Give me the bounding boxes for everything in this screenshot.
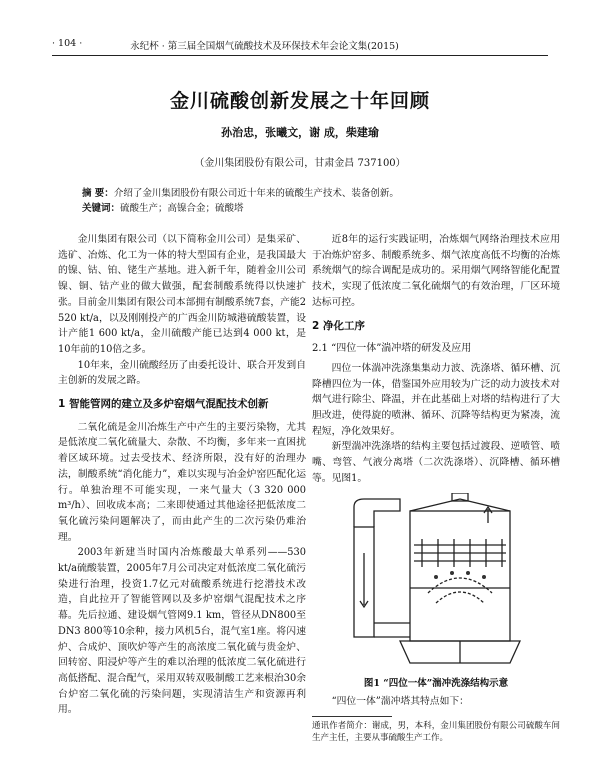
affiliation: （金川集团股份有限公司，甘肃金昌 737100） bbox=[194, 158, 406, 169]
abstract-block bbox=[82, 186, 540, 216]
paragraph: 四位一体湍冲洗涤集集动力波、洗涤塔、循环槽、沉降槽四位为一体，借鉴国外应用较为广泛的动力波技术对烟气进行除尘、降温，并在此基础上对塔的结构进行了大胆改进，使得旋的喷淋、循环、沉降等结构更为紧凑，流程短，净化效果好。 bbox=[312, 362, 560, 437]
footnote: 通讯作者简介：谢成，男，本科，金川集团股份有限公司硫酸车间生产主任，主要从事硫酸生产工作。 bbox=[312, 720, 560, 743]
keywords-label: 关键词： bbox=[82, 203, 121, 214]
paragraph: 2003年新建当时国内冶炼酸最大单系列——530 kt/a硫酸装置，2005年7月公司决定对低浓度二氧化硫污染进行治理，投资1.7亿元对硫酸系统进行挖潜技术改造，自此拉开了智能管网以及多炉窑烟气混配技术之序幕。先后拉通、建设烟气管网9.1 km，管径从DN800至DN3 800等10余种，接力风机5台，混气室1座。将闪速炉、合成炉、顶吹炉等产生的高浓度二氧化硫与贵金炉、回转窑、阳浸炉等产生的难以治理的低浓度二氧化硫进行高低搭配、混合配气，采用双转双吸制酸工艺来根治30余台炉窑二氧化硫的污染问题，实现清洁生产和资源再利用。 bbox=[58, 547, 306, 716]
footnote-rule bbox=[312, 716, 392, 717]
scrubber-diagram bbox=[340, 493, 540, 669]
paragraph: 近8年的运行实践证明，冶炼烟气网络治理技术应用于冶炼炉窑多、制酸系统多、烟气浓度高低不均衡的冶炼系统烟气的综合调配是成功的。采用烟气网络智能化配置技术，实现了低浓度二氧化硫烟气的有效治理，厂区环境达标可控。 bbox=[312, 234, 560, 308]
paper-title: 金川硫酸创新发展之十年回顾 bbox=[169, 90, 430, 112]
section-heading: 1 智能管网的建立及多炉窑烟气混配技术创新 bbox=[58, 398, 269, 411]
abstract-label: 摘 要： bbox=[82, 188, 114, 199]
right-column bbox=[312, 232, 560, 744]
page-number: · 104 · bbox=[52, 38, 83, 49]
authors: 孙治忠，张曦文，谢 成，柴建瑜 bbox=[221, 126, 379, 139]
paragraph: 10年来，金川硫酸经历了由委托设计、联合开发到自主创新的发展之路。 bbox=[58, 359, 306, 387]
subsection-heading: 2.1 “四位一体”湍冲塔的研发及应用 bbox=[312, 343, 472, 355]
paragraph: 二氧化硫是金川冶炼生产中产生的主要污染物，尤其是低浓度二氧化硫量大、杂散、不均衡，多年来一直困扰着区域环境。过去受技术、经济所限，没有好的治理办法，制酸系统“消化能力”，难以实现与冶金炉窑匹配化运行。单独治理不可能实现，一来气量大（3 320 000 m³/h）、回收成本高；二来即使通过其他途径把低浓度二氧化硫污染问题解决了，而由此产生的二次污染仍难治理。 bbox=[58, 421, 306, 543]
paragraph: “四位一体”湍冲塔其特点如下： bbox=[331, 695, 469, 707]
paragraph: 金川集团有限公司（以下简称金川公司）是集采矿、选矿、冶炼、化工为一体的特大型国有企业，是我国最大的镍、钴、铂、铑生产基地。进入新千年，随着金川公司镍、铜、钴产业的做大做强，配套制酸系统得以快速扩张。目前金川集团有限公司本部拥有制酸系统7套，产能2 520 kt/a，以及刚刚投产的广西金川防城港硫酸装置，设计产能1 600 kt/a，金川硫酸产能已达到4 000 kt，是10年前的10倍之多。 bbox=[58, 234, 306, 355]
keywords-text: 硫酸生产；高镍合金；硫酸塔 bbox=[120, 203, 244, 214]
running-header bbox=[52, 38, 548, 56]
paragraph: 新型湍冲洗涤塔的结构主要包括过渡段、逆喷管、喷嘴、弯管、气液分离塔（二次洗涤塔）、沉降槽、循环槽等。见图1。 bbox=[312, 441, 560, 484]
section-heading: 2 净化工序 bbox=[312, 319, 365, 332]
running-title: 永纪杯 · 第三届全国烟气硫酸技术及环保技术年会论文集(2015) bbox=[130, 41, 399, 52]
left-column bbox=[58, 232, 306, 718]
elbow-pipe bbox=[354, 499, 400, 527]
tower-body bbox=[410, 511, 510, 641]
abstract-text: 介绍了金川集团股份有限公司近十年来的硫酸生产技术、装备创新。 bbox=[113, 188, 399, 199]
figure-caption: 图1 “四位一体”湍冲洗涤结构示意 bbox=[363, 678, 509, 690]
